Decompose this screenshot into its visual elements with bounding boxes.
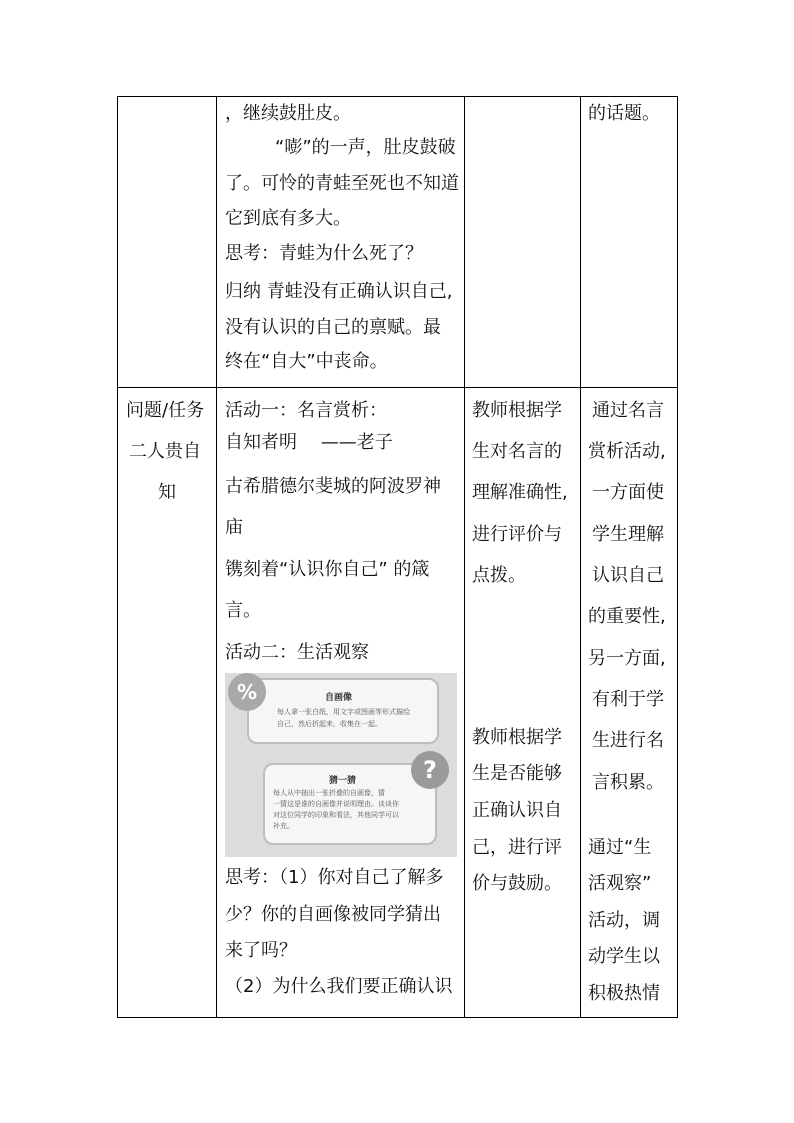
teacher-line: 价与鼓励。 (472, 873, 562, 894)
design-line: 通过名言 (592, 400, 664, 421)
design-line: 动学生以 (588, 946, 660, 967)
card-text: 对这位同学的印象和看法，其他同学可以 (273, 811, 399, 819)
design-line: 另一方面, (588, 648, 666, 669)
content-line: 来了吗？ (225, 940, 297, 961)
teacher-line: 理解准确性, (472, 482, 568, 503)
design-line: 活动，调 (588, 910, 660, 931)
task-line: 问题/任务 (126, 400, 205, 421)
content-line: 思考：青蛙为什么死了？ (225, 243, 423, 264)
task-line: 知 (158, 482, 176, 503)
content-line: 活动二：生活观察 (225, 642, 369, 663)
design-line: 赏析活动, (588, 441, 666, 462)
design-line: 生进行名 (592, 730, 664, 751)
teacher-line: 点拨。 (472, 565, 526, 586)
column-divider (464, 97, 465, 1017)
self-portrait-card (247, 678, 439, 744)
card-text: 每人从中抽出一张折叠的自画像，猜 (273, 789, 385, 797)
design-line: 积极热情 (588, 983, 660, 1004)
content-line: ，继续鼓肚皮。 (225, 103, 351, 124)
design-line: 认识自己 (592, 565, 664, 586)
design-line: 的重要性, (588, 606, 666, 627)
card-title: 猜一猜 (329, 776, 357, 786)
content-line: 庙 (225, 517, 243, 538)
content-line: （2）为什么我们要正确认识 (225, 976, 453, 997)
content-line: 没有认识的自己的禀赋。最 (225, 317, 441, 338)
design-line: 的话题。 (588, 103, 660, 124)
column-divider (216, 97, 217, 1017)
design-line: 通过“生 (588, 837, 652, 858)
card-text: 一猜这是谁的自画像并说明理由。谈谈你 (273, 800, 399, 808)
content-line: 言。 (225, 600, 261, 621)
teacher-line: 正确认识自 (472, 800, 562, 821)
row-divider (118, 387, 677, 388)
teacher-line: 己，进行评 (472, 837, 562, 858)
content-line: 镌刻着“认识你自己” 的箴 (225, 559, 430, 580)
question-icon: ? (411, 751, 449, 789)
teacher-line: 教师根据学 (472, 400, 562, 421)
content-line: 活动一：名言赏析： (225, 400, 387, 421)
card-text: 自己，然后折起来，收集在一起。 (277, 720, 382, 728)
design-line: 一方面使 (592, 482, 664, 503)
card-text: 补充。 (273, 822, 294, 830)
teacher-line: 进行评价与 (472, 524, 562, 545)
content-line: 归纳 青蛙没有正确认识自己, (225, 281, 453, 302)
column-divider (580, 97, 581, 1017)
teacher-line: 生对名言的 (472, 441, 562, 462)
task-line: 二人贵自 (129, 441, 201, 462)
content-line: 古希腊德尔斐城的阿波罗神 (225, 476, 441, 497)
content-line: 它到底有多大。 (225, 208, 351, 229)
teacher-line: 生是否能够 (472, 763, 562, 784)
content-line: 了。可怜的青蛙至死也不知道 (225, 173, 459, 194)
activity-illustration (225, 673, 457, 857)
content-line: 自知者明 ——老子 (225, 432, 393, 453)
design-line: 学生理解 (592, 524, 664, 545)
content-line: “嘭”的一声，肚皮鼓破 (275, 137, 456, 158)
content-line: 少？你的自画像被同学猜出 (225, 904, 441, 925)
design-line: 活观察” (588, 873, 652, 894)
percent-icon: % (228, 673, 266, 711)
card-text: 每人拿一张白纸，用文字或图画等形式描绘 (277, 708, 410, 716)
design-line: 有利于学 (592, 689, 664, 710)
teacher-line: 教师根据学 (472, 727, 562, 748)
card-title: 自画像 (325, 693, 353, 703)
design-line: 言积累。 (592, 772, 664, 793)
content-line: 思考：（1）你对自己了解多 (225, 867, 444, 888)
content-line: 终在“自大”中丧命。 (225, 351, 388, 372)
